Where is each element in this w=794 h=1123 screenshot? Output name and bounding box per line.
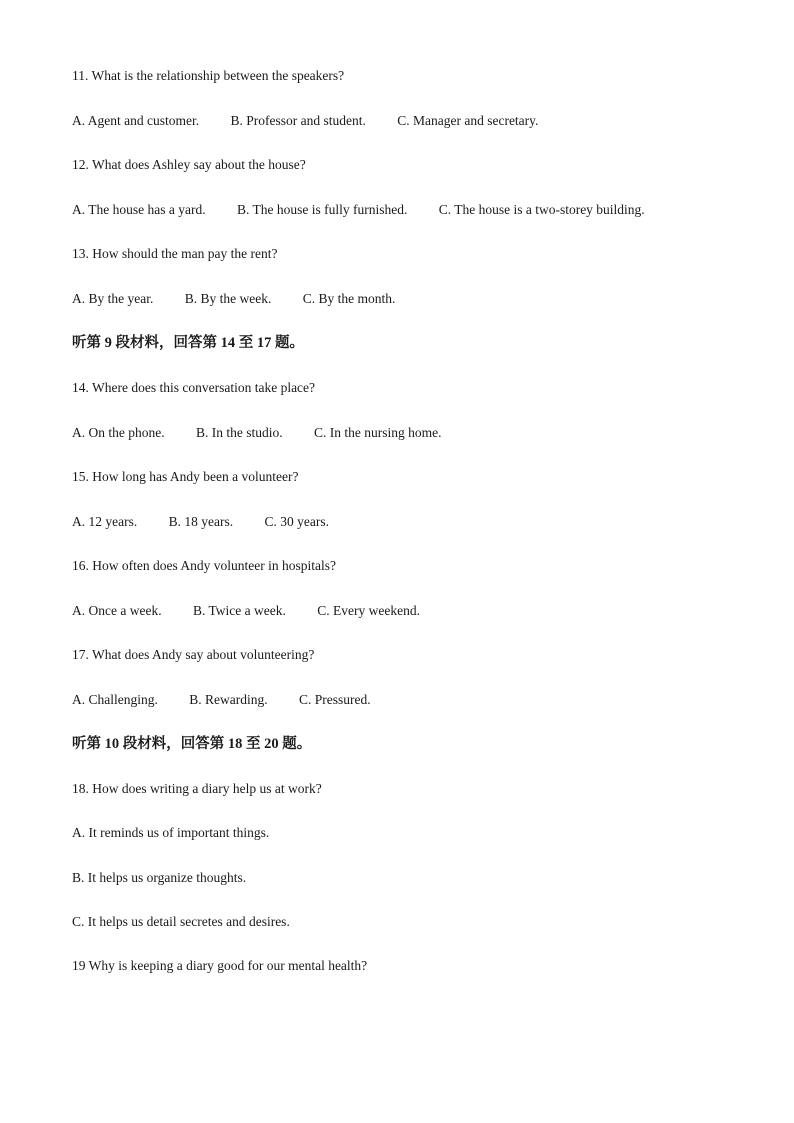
question-14-options bbox=[72, 424, 441, 442]
question-15-option-b: B. 18 years. bbox=[168, 514, 234, 529]
question-16-option-a: A. Once a week. bbox=[72, 603, 162, 618]
question-13-option-c: C. By the month. bbox=[302, 291, 396, 306]
question-17-option-a: A. Challenging. bbox=[72, 692, 158, 707]
question-15-stem: 15. How long has Andy been a volunteer? bbox=[72, 469, 299, 484]
question-14-option-a: A. On the phone. bbox=[72, 425, 165, 440]
question-18-stem: 18. How does writing a diary help us at work? bbox=[72, 781, 322, 796]
question-16-stem: 16. How often does Andy volunteer in hospitals? bbox=[72, 558, 336, 573]
question-11-option-a: A. Agent and customer. bbox=[72, 113, 200, 128]
question-11-option-b: B. Professor and student. bbox=[230, 113, 366, 128]
question-16-option-c: C. Every weekend. bbox=[317, 603, 420, 618]
question-12-stem: 12. What does Ashley say about the house? bbox=[72, 157, 306, 172]
question-15-options bbox=[72, 513, 329, 531]
question-19-stem: 19 Why is keeping a diary good for our mental health? bbox=[72, 958, 368, 973]
question-17-option-b: B. Rewarding. bbox=[189, 692, 268, 707]
question-11-option-c: C. Manager and secretary. bbox=[397, 113, 539, 128]
question-12-option-a: A. The house has a yard. bbox=[72, 202, 206, 217]
question-15-option-a: A. 12 years. bbox=[72, 514, 138, 529]
question-18-option-b: B. It helps us organize thoughts. bbox=[72, 870, 247, 885]
question-18-option-c: C. It helps us detail secretes and desires. bbox=[72, 914, 290, 929]
question-16-option-b: B. Twice a week. bbox=[192, 603, 286, 618]
question-14-option-b: B. In the studio. bbox=[195, 425, 283, 440]
question-15-option-c: C. 30 years. bbox=[264, 514, 329, 529]
question-14-stem: 14. Where does this conversation take place? bbox=[72, 380, 316, 395]
question-13-option-a: A. By the year. bbox=[72, 291, 154, 306]
question-12-option-c: C. The house is a two-storey building. bbox=[438, 202, 645, 217]
section-heading-9: 听第 9 段材料，回答第 14 至 17 题。 bbox=[72, 335, 304, 351]
question-12-options bbox=[72, 201, 645, 219]
question-17-option-c: C. Pressured. bbox=[299, 692, 371, 707]
question-14-option-c: C. In the nursing home. bbox=[313, 425, 442, 440]
question-13-stem: 13. How should the man pay the rent? bbox=[72, 246, 278, 261]
question-11-options bbox=[72, 112, 538, 130]
question-12-option-b: B. The house is fully furnished. bbox=[236, 202, 408, 217]
question-11-stem: 11. What is the relationship between the speakers? bbox=[72, 68, 345, 83]
question-13-option-b: B. By the week. bbox=[184, 291, 272, 306]
question-18-option-a: A. It reminds us of important things. bbox=[72, 825, 270, 840]
section-heading-10: 听第 10 段材料，回答第 18 至 20 题。 bbox=[72, 736, 312, 752]
question-17-options bbox=[72, 691, 371, 709]
question-13-options bbox=[72, 290, 395, 308]
question-17-stem: 17. What does Andy say about volunteering? bbox=[72, 647, 315, 662]
question-16-options bbox=[72, 602, 420, 620]
